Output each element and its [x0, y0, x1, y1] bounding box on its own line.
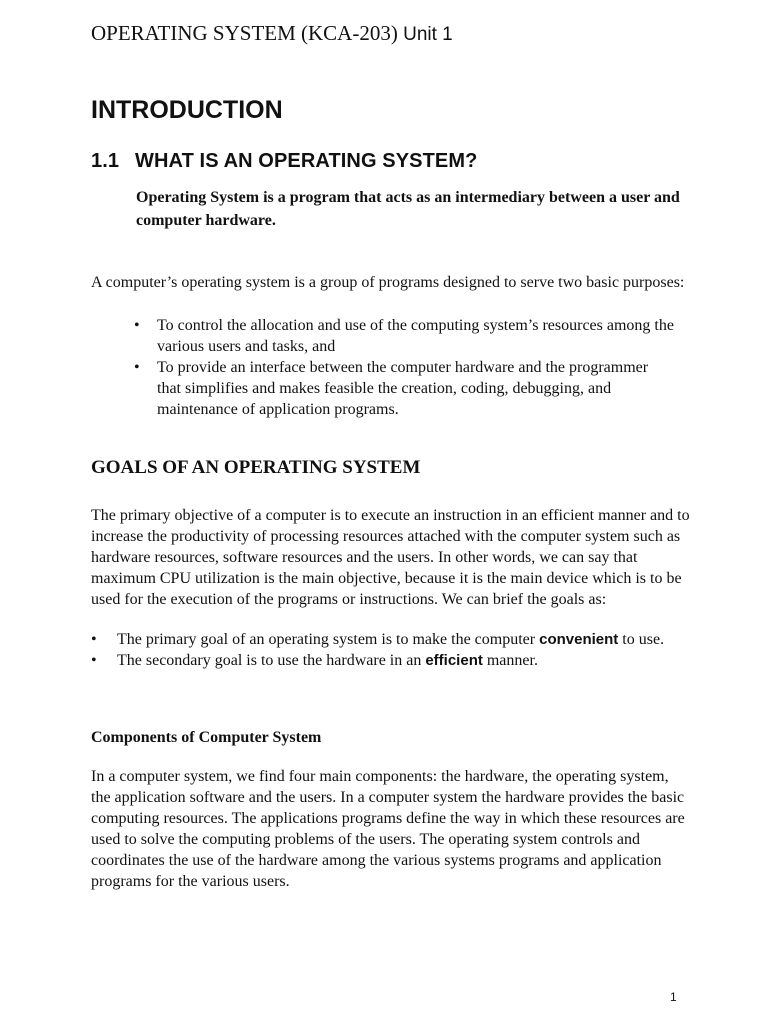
os-definition: Operating System is a program that acts as an intermediary between a user and computer hardware. — [136, 189, 680, 229]
page-number: 1 — [670, 990, 677, 1004]
components-paragraph: In a computer system, we find four main components: the hardware, the operating system, the application software and the users. In a computer system the hardware provides the basic computing resources. The applications programs define the way in which these resources are used to solve the computing problems of the users. The operating system controls and coordinates the use of the hardware among the various systems programs and application programs for the various users. — [91, 768, 685, 890]
course-title: OPERATING SYSTEM (KCA-203) — [91, 21, 398, 45]
list-item — [91, 650, 691, 671]
purposes-list — [134, 315, 674, 420]
chapter-heading: INTRODUCTION — [91, 96, 283, 124]
bullet-icon: • — [91, 652, 97, 669]
goals-list — [91, 629, 691, 671]
section-title: WHAT IS AN OPERATING SYSTEM? — [135, 150, 478, 172]
list-item — [134, 357, 674, 420]
list-item — [134, 315, 674, 357]
bullet-icon: • — [134, 359, 140, 376]
unit-label: Unit 1 — [403, 24, 453, 45]
goals-paragraph: The primary objective of a computer is to execute an instruction in an efficient manner and to increase the productivity of processing resources attached with the computer system such as hardware resources, software resources and the users. In other words, we can say that maximum CPU utilization is the main objective, because it is the main device which is to be used for the execution of the programs or instructions. We can brief the goals as: — [91, 507, 690, 608]
components-heading: Components of Computer System — [91, 729, 322, 746]
bullet-icon: • — [91, 631, 97, 648]
list-item-text: The primary goal of an operating system is to make the computer — [117, 631, 540, 648]
emphasis-convenient: convenient — [539, 631, 619, 648]
goals-heading: GOALS OF AN OPERATING SYSTEM — [91, 457, 421, 478]
list-item-text: To control the allocation and use of the computing system’s resources among the various users and tasks, and — [157, 317, 674, 355]
list-item-text-end: manner. — [482, 652, 538, 669]
running-header — [91, 21, 453, 46]
list-item — [91, 629, 691, 650]
emphasis-efficient: efficient — [425, 652, 483, 669]
list-item-text-end: to use. — [618, 631, 665, 648]
section-heading — [91, 150, 477, 173]
list-item-text: The secondary goal is to use the hardware in an — [117, 652, 426, 669]
bullet-icon: • — [134, 317, 140, 334]
list-item-text: To provide an interface between the computer hardware and the programmer that simplifies and makes feasible the creation, coding, debugging, and maintenance of application programs. — [157, 359, 649, 418]
purposes-intro: A computer’s operating system is a group of programs designed to serve two basic purposes: — [91, 274, 685, 291]
section-number: 1.1 — [91, 150, 120, 172]
